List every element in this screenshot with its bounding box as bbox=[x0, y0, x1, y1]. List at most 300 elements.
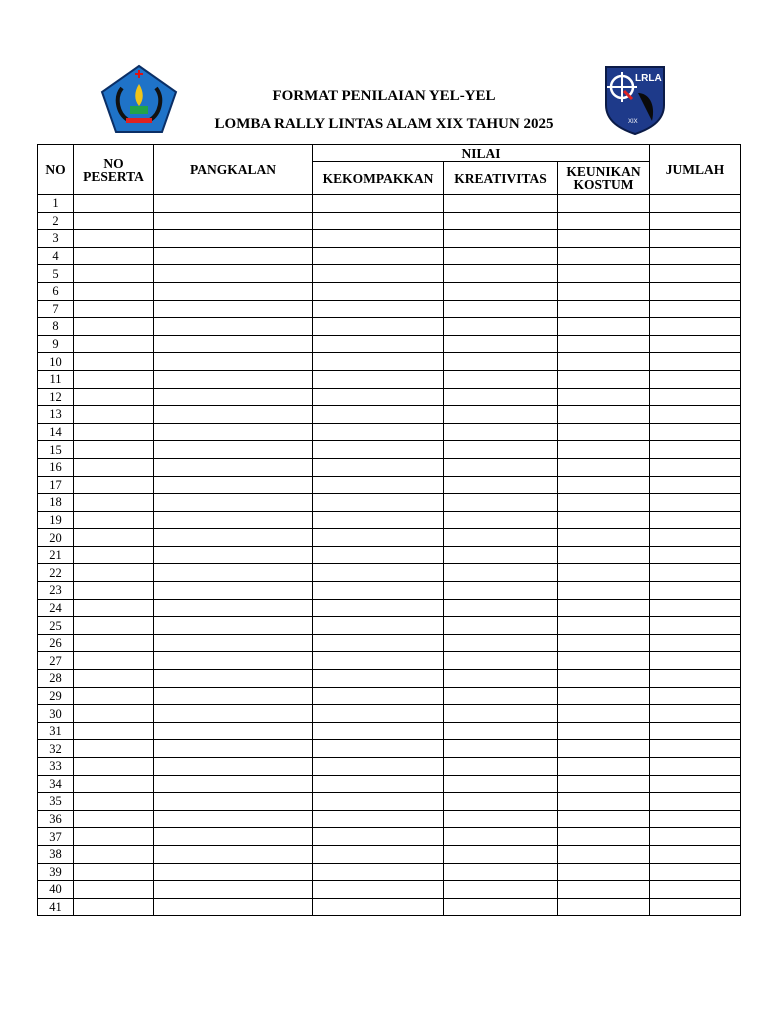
table-row bbox=[38, 494, 741, 512]
cell-kekompakkan[interactable] bbox=[313, 881, 444, 899]
cell-pangkalan[interactable] bbox=[154, 529, 313, 547]
cell-no-peserta[interactable] bbox=[74, 423, 154, 441]
cell-kreativitas[interactable] bbox=[444, 705, 558, 723]
cell-no-peserta[interactable] bbox=[74, 318, 154, 336]
cell-pangkalan[interactable] bbox=[154, 546, 313, 564]
cell-no-peserta[interactable] bbox=[74, 388, 154, 406]
cell-pangkalan[interactable] bbox=[154, 370, 313, 388]
cell-no-peserta[interactable] bbox=[74, 775, 154, 793]
row-number: 6 bbox=[38, 282, 74, 300]
cell-keunikan-kostum[interactable] bbox=[558, 476, 650, 494]
cell-jumlah[interactable] bbox=[650, 845, 741, 863]
cell-no-peserta[interactable] bbox=[74, 511, 154, 529]
table-row bbox=[38, 212, 741, 230]
cell-keunikan-kostum[interactable] bbox=[558, 705, 650, 723]
cell-no-peserta[interactable] bbox=[74, 212, 154, 230]
cell-pangkalan[interactable] bbox=[154, 406, 313, 424]
row-number: 33 bbox=[38, 758, 74, 776]
cell-pangkalan[interactable] bbox=[154, 652, 313, 670]
table-row bbox=[38, 335, 741, 353]
table-row bbox=[38, 441, 741, 459]
cell-jumlah[interactable] bbox=[650, 828, 741, 846]
cell-kreativitas[interactable] bbox=[444, 406, 558, 424]
cell-no-peserta[interactable] bbox=[74, 406, 154, 424]
cell-jumlah[interactable] bbox=[650, 599, 741, 617]
cell-pangkalan[interactable] bbox=[154, 617, 313, 635]
cell-kreativitas[interactable] bbox=[444, 335, 558, 353]
cell-keunikan-kostum[interactable] bbox=[558, 670, 650, 688]
cell-jumlah[interactable] bbox=[650, 406, 741, 424]
table-row bbox=[38, 828, 741, 846]
cell-kreativitas[interactable] bbox=[444, 687, 558, 705]
cell-no-peserta[interactable] bbox=[74, 529, 154, 547]
cell-pangkalan[interactable] bbox=[154, 582, 313, 600]
cell-keunikan-kostum[interactable] bbox=[558, 722, 650, 740]
cell-no-peserta[interactable] bbox=[74, 353, 154, 371]
col-header-jumlah: JUMLAH bbox=[650, 145, 741, 195]
cell-kekompakkan[interactable] bbox=[313, 599, 444, 617]
cell-kreativitas[interactable] bbox=[444, 634, 558, 652]
cell-keunikan-kostum[interactable] bbox=[558, 370, 650, 388]
document-title: FORMAT PENILAIAN YEL-YEL bbox=[272, 88, 496, 104]
cell-keunikan-kostum[interactable] bbox=[558, 863, 650, 881]
cell-kekompakkan[interactable] bbox=[313, 476, 444, 494]
cell-pangkalan[interactable] bbox=[154, 599, 313, 617]
table-row bbox=[38, 687, 741, 705]
scoring-table bbox=[37, 144, 741, 916]
cell-kekompakkan[interactable] bbox=[313, 423, 444, 441]
cell-kekompakkan[interactable] bbox=[313, 793, 444, 811]
cell-kreativitas[interactable] bbox=[444, 599, 558, 617]
cell-kreativitas[interactable] bbox=[444, 758, 558, 776]
cell-pangkalan[interactable] bbox=[154, 740, 313, 758]
cell-pangkalan[interactable] bbox=[154, 810, 313, 828]
cell-kreativitas[interactable] bbox=[444, 845, 558, 863]
cell-no-peserta[interactable] bbox=[74, 652, 154, 670]
cell-jumlah[interactable] bbox=[650, 793, 741, 811]
cell-no-peserta[interactable] bbox=[74, 599, 154, 617]
cell-jumlah[interactable] bbox=[650, 881, 741, 899]
cell-keunikan-kostum[interactable] bbox=[558, 247, 650, 265]
row-number: 3 bbox=[38, 230, 74, 248]
cell-jumlah[interactable] bbox=[650, 617, 741, 635]
row-number: 19 bbox=[38, 511, 74, 529]
cell-kekompakkan[interactable] bbox=[313, 230, 444, 248]
cell-pangkalan[interactable] bbox=[154, 353, 313, 371]
cell-no-peserta[interactable] bbox=[74, 230, 154, 248]
cell-no-peserta[interactable] bbox=[74, 687, 154, 705]
cell-jumlah[interactable] bbox=[650, 388, 741, 406]
table-row bbox=[38, 634, 741, 652]
table-row bbox=[38, 353, 741, 371]
cell-no-peserta[interactable] bbox=[74, 810, 154, 828]
cell-kreativitas[interactable] bbox=[444, 529, 558, 547]
cell-jumlah[interactable] bbox=[650, 722, 741, 740]
cell-no-peserta[interactable] bbox=[74, 898, 154, 916]
cell-kreativitas[interactable] bbox=[444, 722, 558, 740]
cell-no-peserta[interactable] bbox=[74, 247, 154, 265]
cell-no-peserta[interactable] bbox=[74, 370, 154, 388]
cell-keunikan-kostum[interactable] bbox=[558, 758, 650, 776]
cell-no-peserta[interactable] bbox=[74, 828, 154, 846]
cell-pangkalan[interactable] bbox=[154, 775, 313, 793]
cell-no-peserta[interactable] bbox=[74, 494, 154, 512]
cell-kreativitas[interactable] bbox=[444, 212, 558, 230]
cell-kekompakkan[interactable] bbox=[313, 652, 444, 670]
table-row bbox=[38, 318, 741, 336]
cell-jumlah[interactable] bbox=[650, 810, 741, 828]
cell-kekompakkan[interactable] bbox=[313, 195, 444, 213]
row-number: 28 bbox=[38, 670, 74, 688]
cell-kreativitas[interactable] bbox=[444, 546, 558, 564]
cell-no-peserta[interactable] bbox=[74, 617, 154, 635]
cell-kekompakkan[interactable] bbox=[313, 441, 444, 459]
cell-kreativitas[interactable] bbox=[444, 458, 558, 476]
cell-no-peserta[interactable] bbox=[74, 582, 154, 600]
cell-kekompakkan[interactable] bbox=[313, 318, 444, 336]
cell-jumlah[interactable] bbox=[650, 740, 741, 758]
cell-kekompakkan[interactable] bbox=[313, 582, 444, 600]
cell-kekompakkan[interactable] bbox=[313, 617, 444, 635]
row-number: 29 bbox=[38, 687, 74, 705]
cell-kreativitas[interactable] bbox=[444, 441, 558, 459]
col-header-no-peserta: NO PESERTA bbox=[74, 145, 154, 195]
cell-kekompakkan[interactable] bbox=[313, 810, 444, 828]
cell-keunikan-kostum[interactable] bbox=[558, 828, 650, 846]
cell-keunikan-kostum[interactable] bbox=[558, 634, 650, 652]
cell-jumlah[interactable] bbox=[650, 898, 741, 916]
cell-kekompakkan[interactable] bbox=[313, 212, 444, 230]
svg-text:LRLA: LRLA bbox=[635, 73, 662, 84]
cell-jumlah[interactable] bbox=[650, 282, 741, 300]
cell-no-peserta[interactable] bbox=[74, 670, 154, 688]
cell-kreativitas[interactable] bbox=[444, 617, 558, 635]
cell-keunikan-kostum[interactable] bbox=[558, 582, 650, 600]
cell-keunikan-kostum[interactable] bbox=[558, 441, 650, 459]
cell-pangkalan[interactable] bbox=[154, 318, 313, 336]
cell-keunikan-kostum[interactable] bbox=[558, 546, 650, 564]
table-row bbox=[38, 740, 741, 758]
cell-kekompakkan[interactable] bbox=[313, 247, 444, 265]
cell-pangkalan[interactable] bbox=[154, 230, 313, 248]
col-header-kekompakkan: KEKOMPAKKAN bbox=[313, 162, 444, 195]
row-number: 12 bbox=[38, 388, 74, 406]
cell-keunikan-kostum[interactable] bbox=[558, 810, 650, 828]
cell-keunikan-kostum[interactable] bbox=[558, 212, 650, 230]
cell-pangkalan[interactable] bbox=[154, 722, 313, 740]
cell-jumlah[interactable] bbox=[650, 212, 741, 230]
cell-no-peserta[interactable] bbox=[74, 195, 154, 213]
cell-kreativitas[interactable] bbox=[444, 370, 558, 388]
cell-jumlah[interactable] bbox=[650, 230, 741, 248]
cell-jumlah[interactable] bbox=[650, 705, 741, 723]
cell-kreativitas[interactable] bbox=[444, 511, 558, 529]
cell-no-peserta[interactable] bbox=[74, 441, 154, 459]
cell-kekompakkan[interactable] bbox=[313, 511, 444, 529]
table-row bbox=[38, 722, 741, 740]
table-row bbox=[38, 582, 741, 600]
cell-kekompakkan[interactable] bbox=[313, 564, 444, 582]
cell-kekompakkan[interactable] bbox=[313, 458, 444, 476]
cell-pangkalan[interactable] bbox=[154, 458, 313, 476]
cell-keunikan-kostum[interactable] bbox=[558, 494, 650, 512]
cell-no-peserta[interactable] bbox=[74, 740, 154, 758]
cell-no-peserta[interactable] bbox=[74, 705, 154, 723]
cell-kekompakkan[interactable] bbox=[313, 670, 444, 688]
row-number: 13 bbox=[38, 406, 74, 424]
cell-kekompakkan[interactable] bbox=[313, 353, 444, 371]
cell-keunikan-kostum[interactable] bbox=[558, 775, 650, 793]
row-number: 39 bbox=[38, 863, 74, 881]
cell-jumlah[interactable] bbox=[650, 441, 741, 459]
row-number: 16 bbox=[38, 458, 74, 476]
cell-kreativitas[interactable] bbox=[444, 564, 558, 582]
cell-keunikan-kostum[interactable] bbox=[558, 300, 650, 318]
cell-pangkalan[interactable] bbox=[154, 282, 313, 300]
cell-no-peserta[interactable] bbox=[74, 634, 154, 652]
table-row bbox=[38, 265, 741, 283]
cell-no-peserta[interactable] bbox=[74, 845, 154, 863]
cell-kreativitas[interactable] bbox=[444, 810, 558, 828]
cell-kekompakkan[interactable] bbox=[313, 863, 444, 881]
table-row bbox=[38, 247, 741, 265]
cell-pangkalan[interactable] bbox=[154, 828, 313, 846]
cell-jumlah[interactable] bbox=[650, 529, 741, 547]
cell-kreativitas[interactable] bbox=[444, 898, 558, 916]
cell-kekompakkan[interactable] bbox=[313, 740, 444, 758]
cell-kekompakkan[interactable] bbox=[313, 828, 444, 846]
cell-no-peserta[interactable] bbox=[74, 863, 154, 881]
table-row bbox=[38, 511, 741, 529]
cell-kekompakkan[interactable] bbox=[313, 370, 444, 388]
cell-kreativitas[interactable] bbox=[444, 793, 558, 811]
cell-jumlah[interactable] bbox=[650, 335, 741, 353]
cell-kekompakkan[interactable] bbox=[313, 775, 444, 793]
cell-kreativitas[interactable] bbox=[444, 670, 558, 688]
cell-pangkalan[interactable] bbox=[154, 687, 313, 705]
cell-no-peserta[interactable] bbox=[74, 758, 154, 776]
cell-pangkalan[interactable] bbox=[154, 247, 313, 265]
cell-kreativitas[interactable] bbox=[444, 494, 558, 512]
table-row bbox=[38, 652, 741, 670]
cell-jumlah[interactable] bbox=[650, 423, 741, 441]
cell-kreativitas[interactable] bbox=[444, 353, 558, 371]
cell-kreativitas[interactable] bbox=[444, 828, 558, 846]
cell-keunikan-kostum[interactable] bbox=[558, 353, 650, 371]
cell-kekompakkan[interactable] bbox=[313, 898, 444, 916]
table-row bbox=[38, 300, 741, 318]
cell-jumlah[interactable] bbox=[650, 353, 741, 371]
cell-no-peserta[interactable] bbox=[74, 265, 154, 283]
cell-kekompakkan[interactable] bbox=[313, 634, 444, 652]
cell-keunikan-kostum[interactable] bbox=[558, 793, 650, 811]
table-row bbox=[38, 793, 741, 811]
cell-kreativitas[interactable] bbox=[444, 300, 558, 318]
table-row bbox=[38, 670, 741, 688]
cell-no-peserta[interactable] bbox=[74, 476, 154, 494]
cell-kekompakkan[interactable] bbox=[313, 722, 444, 740]
cell-jumlah[interactable] bbox=[650, 247, 741, 265]
cell-keunikan-kostum[interactable] bbox=[558, 230, 650, 248]
cell-no-peserta[interactable] bbox=[74, 722, 154, 740]
cell-kreativitas[interactable] bbox=[444, 775, 558, 793]
cell-no-peserta[interactable] bbox=[74, 458, 154, 476]
cell-pangkalan[interactable] bbox=[154, 634, 313, 652]
cell-jumlah[interactable] bbox=[650, 687, 741, 705]
cell-kekompakkan[interactable] bbox=[313, 300, 444, 318]
row-number: 35 bbox=[38, 793, 74, 811]
cell-jumlah[interactable] bbox=[650, 458, 741, 476]
cell-kreativitas[interactable] bbox=[444, 740, 558, 758]
cell-keunikan-kostum[interactable] bbox=[558, 282, 650, 300]
cell-no-peserta[interactable] bbox=[74, 793, 154, 811]
cell-pangkalan[interactable] bbox=[154, 863, 313, 881]
cell-keunikan-kostum[interactable] bbox=[558, 898, 650, 916]
cell-keunikan-kostum[interactable] bbox=[558, 195, 650, 213]
col-header-kreativitas: KREATIVITAS bbox=[444, 162, 558, 195]
cell-kreativitas[interactable] bbox=[444, 195, 558, 213]
cell-keunikan-kostum[interactable] bbox=[558, 458, 650, 476]
row-number: 37 bbox=[38, 828, 74, 846]
cell-jumlah[interactable] bbox=[650, 511, 741, 529]
cell-kreativitas[interactable] bbox=[444, 265, 558, 283]
cell-kreativitas[interactable] bbox=[444, 230, 558, 248]
table-row bbox=[38, 863, 741, 881]
cell-kekompakkan[interactable] bbox=[313, 705, 444, 723]
cell-kekompakkan[interactable] bbox=[313, 388, 444, 406]
cell-jumlah[interactable] bbox=[650, 775, 741, 793]
table-row bbox=[38, 758, 741, 776]
cell-pangkalan[interactable] bbox=[154, 265, 313, 283]
row-number: 24 bbox=[38, 599, 74, 617]
table-row bbox=[38, 230, 741, 248]
row-number: 23 bbox=[38, 582, 74, 600]
cell-jumlah[interactable] bbox=[650, 652, 741, 670]
row-number: 36 bbox=[38, 810, 74, 828]
table-row bbox=[38, 406, 741, 424]
cell-jumlah[interactable] bbox=[650, 863, 741, 881]
cell-no-peserta[interactable] bbox=[74, 564, 154, 582]
cell-keunikan-kostum[interactable] bbox=[558, 335, 650, 353]
cell-kekompakkan[interactable] bbox=[313, 494, 444, 512]
cell-kekompakkan[interactable] bbox=[313, 282, 444, 300]
cell-kekompakkan[interactable] bbox=[313, 265, 444, 283]
row-number: 31 bbox=[38, 722, 74, 740]
cell-no-peserta[interactable] bbox=[74, 300, 154, 318]
row-number: 18 bbox=[38, 494, 74, 512]
cell-jumlah[interactable] bbox=[650, 670, 741, 688]
cell-jumlah[interactable] bbox=[650, 582, 741, 600]
cell-keunikan-kostum[interactable] bbox=[558, 881, 650, 899]
cell-keunikan-kostum[interactable] bbox=[558, 388, 650, 406]
cell-jumlah[interactable] bbox=[650, 300, 741, 318]
cell-kreativitas[interactable] bbox=[444, 476, 558, 494]
cell-pangkalan[interactable] bbox=[154, 423, 313, 441]
table-row bbox=[38, 881, 741, 899]
cell-pangkalan[interactable] bbox=[154, 898, 313, 916]
cell-kreativitas[interactable] bbox=[444, 247, 558, 265]
cell-pangkalan[interactable] bbox=[154, 564, 313, 582]
cell-keunikan-kostum[interactable] bbox=[558, 564, 650, 582]
cell-kekompakkan[interactable] bbox=[313, 687, 444, 705]
cell-no-peserta[interactable] bbox=[74, 282, 154, 300]
cell-jumlah[interactable] bbox=[650, 195, 741, 213]
cell-pangkalan[interactable] bbox=[154, 388, 313, 406]
cell-kekompakkan[interactable] bbox=[313, 845, 444, 863]
cell-kreativitas[interactable] bbox=[444, 881, 558, 899]
cell-jumlah[interactable] bbox=[650, 634, 741, 652]
cell-pangkalan[interactable] bbox=[154, 758, 313, 776]
cell-jumlah[interactable] bbox=[650, 564, 741, 582]
cell-pangkalan[interactable] bbox=[154, 476, 313, 494]
cell-kreativitas[interactable] bbox=[444, 423, 558, 441]
cell-pangkalan[interactable] bbox=[154, 441, 313, 459]
cell-kekompakkan[interactable] bbox=[313, 758, 444, 776]
cell-keunikan-kostum[interactable] bbox=[558, 529, 650, 547]
cell-kreativitas[interactable] bbox=[444, 318, 558, 336]
cell-keunikan-kostum[interactable] bbox=[558, 652, 650, 670]
cell-pangkalan[interactable] bbox=[154, 195, 313, 213]
cell-keunikan-kostum[interactable] bbox=[558, 617, 650, 635]
cell-pangkalan[interactable] bbox=[154, 845, 313, 863]
cell-keunikan-kostum[interactable] bbox=[558, 318, 650, 336]
cell-keunikan-kostum[interactable] bbox=[558, 265, 650, 283]
cell-jumlah[interactable] bbox=[650, 546, 741, 564]
cell-kreativitas[interactable] bbox=[444, 582, 558, 600]
cell-jumlah[interactable] bbox=[650, 494, 741, 512]
cell-pangkalan[interactable] bbox=[154, 511, 313, 529]
cell-keunikan-kostum[interactable] bbox=[558, 423, 650, 441]
cell-pangkalan[interactable] bbox=[154, 335, 313, 353]
cell-pangkalan[interactable] bbox=[154, 705, 313, 723]
cell-jumlah[interactable] bbox=[650, 476, 741, 494]
cell-kekompakkan[interactable] bbox=[313, 529, 444, 547]
cell-kekompakkan[interactable] bbox=[313, 335, 444, 353]
row-number: 15 bbox=[38, 441, 74, 459]
cell-pangkalan[interactable] bbox=[154, 212, 313, 230]
cell-jumlah[interactable] bbox=[650, 758, 741, 776]
cell-keunikan-kostum[interactable] bbox=[558, 687, 650, 705]
col-header-pangkalan: PANGKALAN bbox=[154, 145, 313, 195]
cell-keunikan-kostum[interactable] bbox=[558, 845, 650, 863]
row-number: 14 bbox=[38, 423, 74, 441]
cell-kreativitas[interactable] bbox=[444, 282, 558, 300]
cell-pangkalan[interactable] bbox=[154, 793, 313, 811]
cell-kreativitas[interactable] bbox=[444, 863, 558, 881]
cell-kreativitas[interactable] bbox=[444, 652, 558, 670]
cell-kekompakkan[interactable] bbox=[313, 406, 444, 424]
cell-pangkalan[interactable] bbox=[154, 494, 313, 512]
cell-no-peserta[interactable] bbox=[74, 335, 154, 353]
cell-keunikan-kostum[interactable] bbox=[558, 599, 650, 617]
cell-keunikan-kostum[interactable] bbox=[558, 740, 650, 758]
col-header-nilai: NILAI bbox=[313, 145, 650, 162]
cell-jumlah[interactable] bbox=[650, 265, 741, 283]
cell-kreativitas[interactable] bbox=[444, 388, 558, 406]
cell-pangkalan[interactable] bbox=[154, 300, 313, 318]
cell-jumlah[interactable] bbox=[650, 318, 741, 336]
cell-jumlah[interactable] bbox=[650, 370, 741, 388]
cell-kekompakkan[interactable] bbox=[313, 546, 444, 564]
row-number: 30 bbox=[38, 705, 74, 723]
cell-pangkalan[interactable] bbox=[154, 670, 313, 688]
cell-no-peserta[interactable] bbox=[74, 546, 154, 564]
cell-keunikan-kostum[interactable] bbox=[558, 406, 650, 424]
cell-pangkalan[interactable] bbox=[154, 881, 313, 899]
cell-keunikan-kostum[interactable] bbox=[558, 511, 650, 529]
cell-no-peserta[interactable] bbox=[74, 881, 154, 899]
row-number: 21 bbox=[38, 546, 74, 564]
